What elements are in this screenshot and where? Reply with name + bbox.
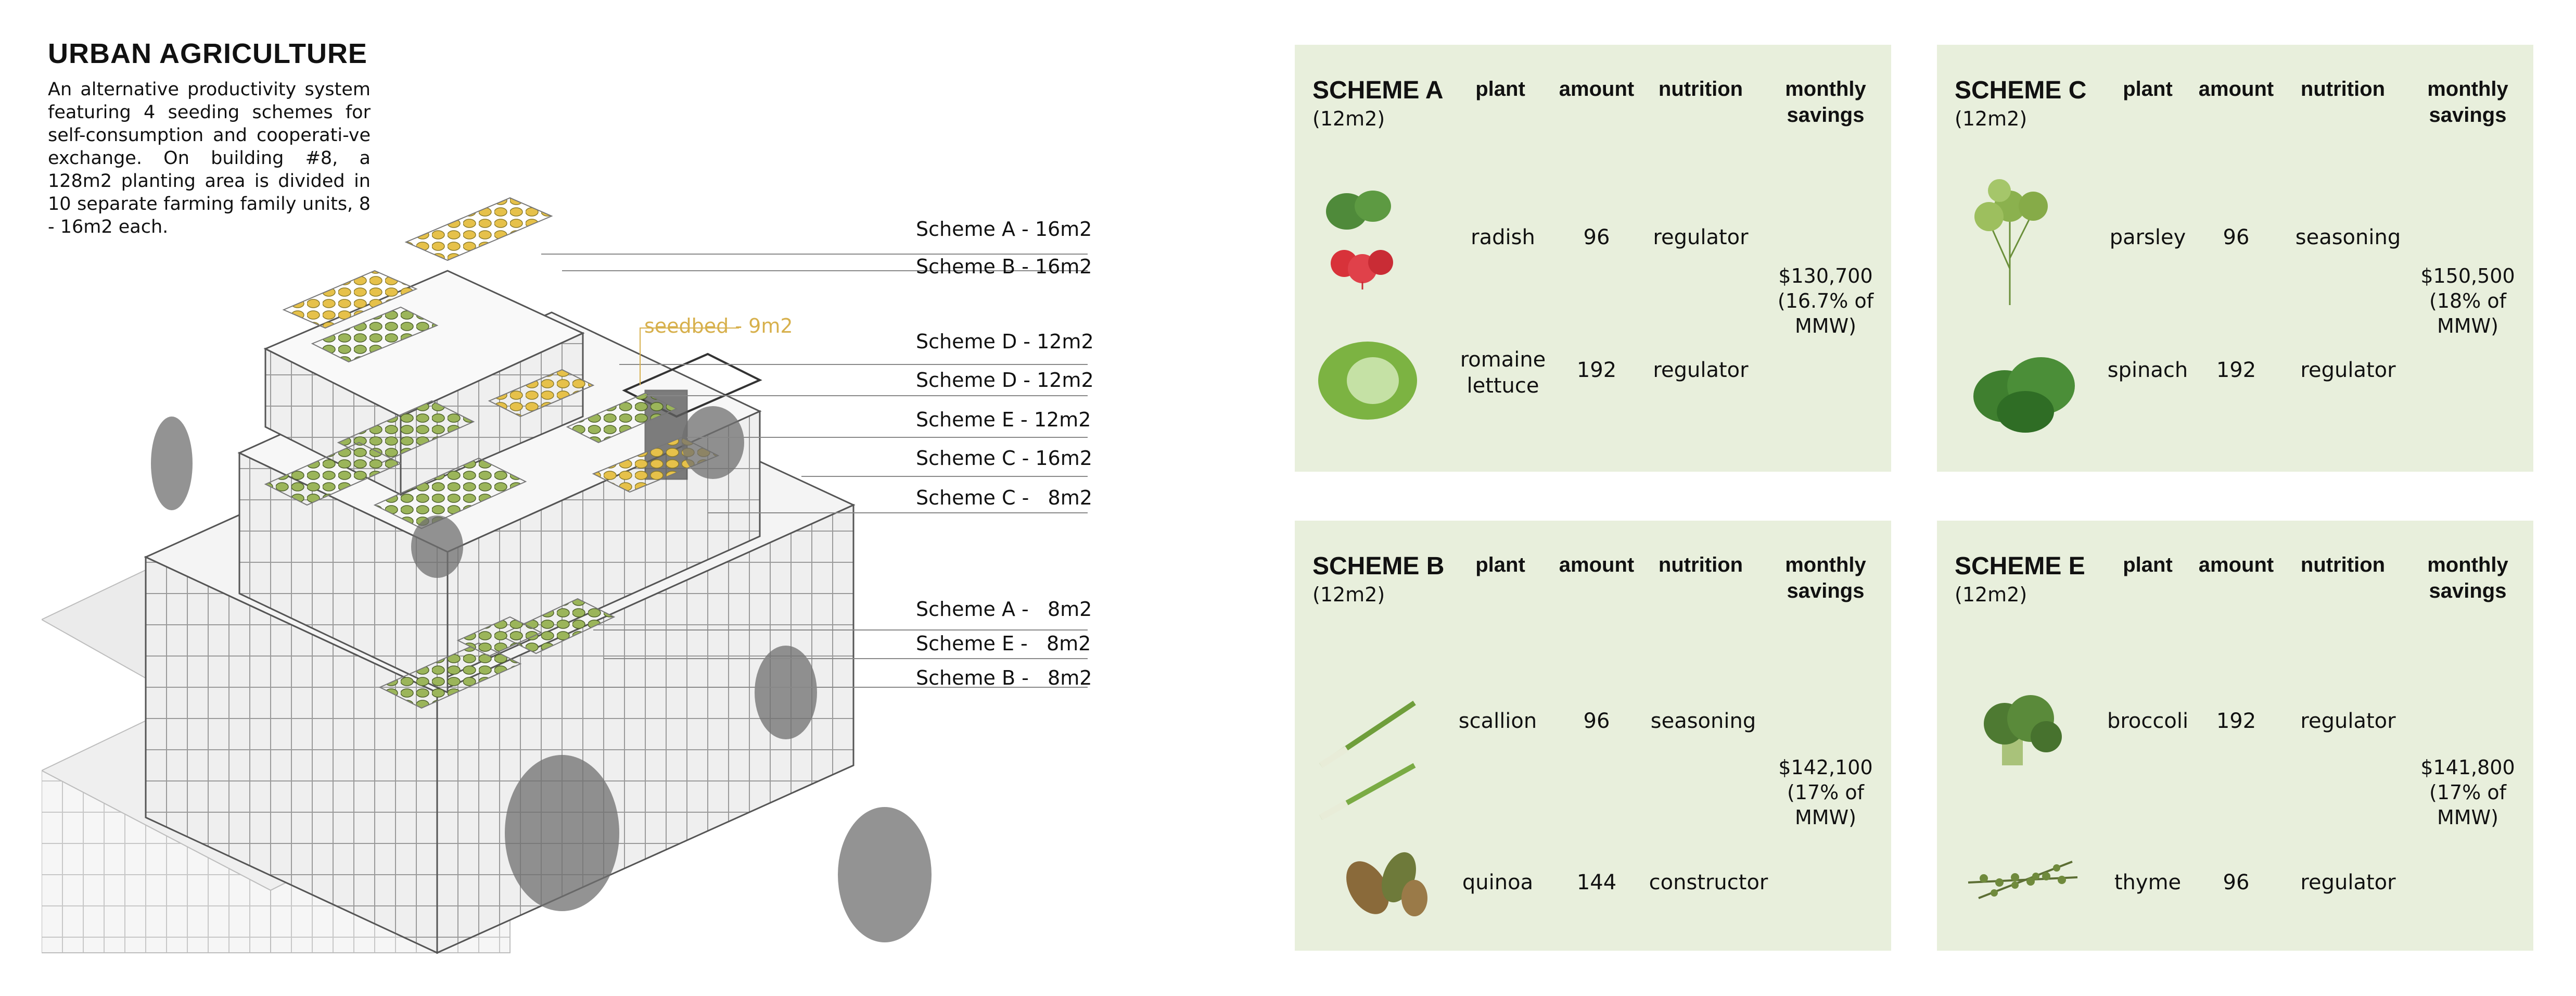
monthly-savings-value: $141,800 (17% of MMW)	[2420, 756, 2515, 829]
row-2-amount: 96	[2223, 871, 2250, 894]
label-seedbed: seedbed - 9m2	[644, 314, 793, 337]
header-monthly-savings: monthly savings	[1785, 553, 1866, 602]
scheme-area: (12m2)	[1955, 107, 2027, 130]
scheme-area: (12m2)	[1312, 583, 1385, 606]
header-plant: plant	[2123, 553, 2173, 576]
scheme-area: (12m2)	[1955, 583, 2027, 606]
radish-icon	[1316, 185, 1404, 289]
row-1-plant: scallion	[1458, 709, 1537, 733]
label-scheme-d-12-b: Scheme D - 12m2	[916, 369, 1094, 392]
row-2-nutrition: constructor	[1649, 871, 1768, 894]
label-scheme-d-12-a: Scheme D - 12m2	[916, 330, 1094, 353]
scheme-name: SCHEME C	[1955, 77, 2087, 104]
spinach-icon	[1968, 344, 2083, 438]
row-1-plant: parsley	[2109, 225, 2186, 249]
label-scheme-e-8: Scheme E - 8m2	[916, 632, 1091, 655]
monthly-savings-value: $130,700 (16.7% of MMW)	[1777, 264, 1874, 337]
row-1-amount: 96	[1583, 225, 1610, 249]
row-2-amount: 144	[1576, 871, 1617, 894]
row-2-nutrition: regulator	[1653, 358, 1749, 382]
row-2-amount: 192	[1576, 358, 1617, 382]
label-scheme-c-8: Scheme C - 8m2	[916, 486, 1092, 509]
header-monthly-savings: monthly savings	[1785, 78, 1866, 127]
label-scheme-b-8: Scheme B - 8m2	[916, 666, 1092, 689]
header-nutrition: nutrition	[2300, 553, 2386, 576]
header-monthly-savings: monthly savings	[2427, 78, 2508, 127]
label-scheme-c-16: Scheme C - 16m2	[916, 447, 1092, 470]
header-nutrition: nutrition	[1658, 553, 1743, 576]
row-1-plant: radish	[1471, 225, 1535, 249]
scheme-e-panel	[1937, 521, 2533, 951]
scallion-icon	[1310, 687, 1425, 823]
row-2-plant: spinach	[2107, 358, 2188, 382]
row-2-nutrition: regulator	[2300, 871, 2396, 894]
header-nutrition: nutrition	[2300, 78, 2386, 100]
row-1-amount: 96	[2223, 225, 2250, 249]
row-1-plant: broccoli	[2107, 709, 2189, 733]
broccoli-icon	[1973, 687, 2072, 771]
row-2-amount: 192	[2216, 358, 2256, 382]
row-1-nutrition: seasoning	[1650, 709, 1756, 733]
header-monthly-savings: monthly savings	[2427, 553, 2508, 602]
lettuce-icon	[1316, 331, 1420, 425]
label-scheme-e-12: Scheme E - 12m2	[916, 408, 1091, 431]
row-1-nutrition: regulator	[1653, 225, 1749, 249]
building-main	[146, 271, 853, 953]
scheme-c-panel	[1937, 45, 2533, 472]
row-1-nutrition: regulator	[2300, 709, 2396, 733]
header-amount: amount	[2198, 553, 2274, 576]
scheme-name: SCHEME A	[1312, 77, 1444, 104]
label-scheme-a-8: Scheme A - 8m2	[916, 598, 1092, 621]
row-2-nutrition: regulator	[2300, 358, 2396, 382]
row-1-amount: 96	[1583, 709, 1610, 733]
scheme-name: SCHEME B	[1312, 552, 1445, 580]
monthly-savings-value: $142,100 (17% of MMW)	[1778, 756, 1873, 829]
header-amount: amount	[2198, 78, 2274, 100]
header-nutrition: nutrition	[1658, 78, 1743, 100]
page-title: URBAN AGRICULTURE	[48, 38, 367, 69]
header-plant: plant	[1475, 78, 1525, 100]
label-scheme-a-16: Scheme A - 16m2	[916, 218, 1092, 241]
building-axonometric-illustration	[42, 172, 1134, 963]
thyme-icon	[1963, 846, 2083, 914]
scheme-b-panel	[1295, 521, 1891, 951]
label-scheme-b-16: Scheme B - 16m2	[916, 255, 1092, 278]
scheme-name: SCHEME E	[1955, 552, 2085, 580]
row-2-plant: romaine lettuce	[1460, 348, 1546, 398]
row-2-plant: quinoa	[1462, 871, 1534, 894]
header-amount: amount	[1559, 553, 1635, 576]
row-1-amount: 192	[2216, 709, 2256, 733]
header-amount: amount	[1559, 78, 1635, 100]
parsley-icon	[1968, 175, 2051, 305]
intro-text: An alternative productivity system featuring 4 seeding schemes for self-consumption and cooperati-ve exchange. On building #8, a 128m2 planting area is divided in 10 separate farming family units, 8 - 16m2 each.	[48, 79, 371, 237]
scheme-a-panel	[1295, 45, 1891, 472]
row-2-plant: thyme	[2114, 871, 2182, 894]
monthly-savings-value: $150,500 (18% of MMW)	[2420, 264, 2515, 337]
quinoa-icon	[1336, 846, 1440, 919]
header-plant: plant	[2123, 78, 2173, 100]
row-1-nutrition: seasoning	[2295, 225, 2401, 249]
scheme-area: (12m2)	[1312, 107, 1385, 130]
header-plant: plant	[1475, 553, 1525, 576]
